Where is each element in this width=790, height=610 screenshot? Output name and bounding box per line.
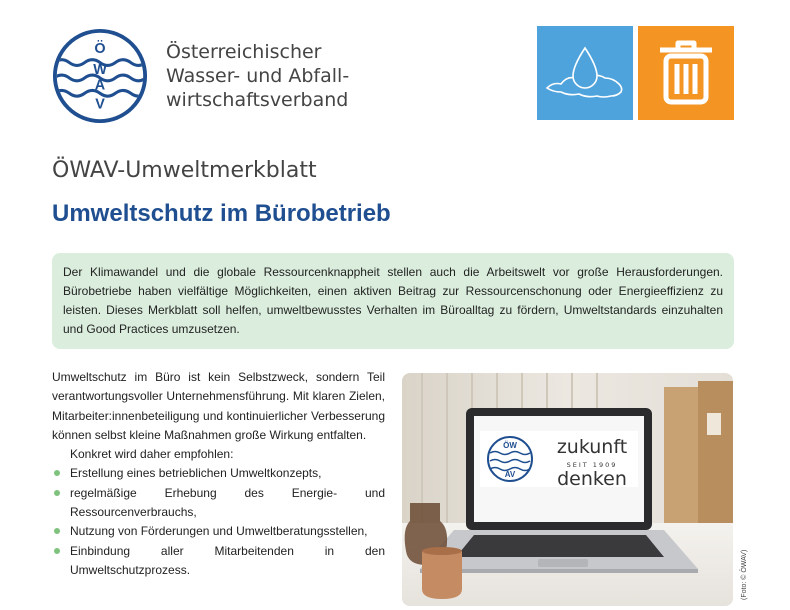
svg-text:V: V	[95, 96, 105, 113]
bullet-icon	[54, 490, 60, 496]
document-type: ÖWAV-Umweltmerkblatt	[52, 158, 317, 183]
oewav-logo-icon	[52, 28, 148, 124]
office-photo	[402, 373, 733, 606]
screen-text-since: SEIT 1909	[566, 461, 618, 469]
trash-bin-icon	[638, 26, 734, 120]
org-line: Österreichischer	[166, 41, 322, 63]
water-tile	[537, 26, 633, 120]
screen-text-denken: denken	[557, 468, 627, 490]
org-line: wirtschaftsverband	[166, 89, 349, 111]
svg-text:W: W	[93, 62, 107, 79]
intro-box: Der Klimawandel und die globale Ressourcenknappheit stellen auch die Arbeitswelt vor große Herausforderungen. Bürobetriebe haben vielfältige Möglichkeiten, einen aktiven Beitrag zur Ressourcenschonung oder Energieeffizienz zu leisten. Dieses Merkblatt soll helfen, umweltbewusstes Verhalten im Büroalltag zu fördern, Umweltstandards einzuhalten und Good Practices umzusetzen.	[52, 253, 734, 349]
list-item: Einbindung aller Mitarbeitenden in den Umweltschutzprozess.	[52, 542, 385, 581]
body-paragraph: Umweltschutz im Büro ist kein Selbstzweck, sondern Teil verantwortungsvoller Unternehmensführung. Mit klaren Zielen, Mitarbeiter:innenbeteiligung und kontinuierlicher Verbesserung können selbst kleine Maßnahmen große Wirkung entfalten.	[52, 370, 385, 442]
page-title: Umweltschutz im Bürobetrieb	[52, 200, 391, 227]
svg-text:A: A	[94, 77, 106, 94]
body-text	[52, 368, 385, 580]
recommendation-lead: Konkret wird daher empfohlen:	[70, 447, 234, 462]
bullet-icon	[54, 548, 60, 554]
water-drop-icon	[537, 26, 633, 120]
svg-text:AV: AV	[504, 470, 516, 479]
list-item: regelmäßige Erhebung des Energie- und Ressourcenverbrauchs,	[52, 484, 385, 523]
recommendation-list	[52, 464, 385, 580]
bullet-icon	[54, 470, 60, 476]
list-item: Erstellung eines betrieblichen Umweltkonzepts,	[52, 464, 385, 483]
org-line: Wasser- und Abfall-	[166, 65, 350, 87]
svg-text:Ö: Ö	[94, 40, 106, 57]
bullet-icon	[54, 528, 60, 534]
photo-credit: (Foto: © ÖWAV)	[741, 549, 748, 600]
organisation-name	[166, 40, 349, 112]
screen-text-zukunft: zukunft	[556, 436, 628, 458]
svg-text:ÖW: ÖW	[503, 441, 517, 450]
waste-tile	[638, 26, 734, 120]
list-item: Nutzung von Förderungen und Umweltberatungsstellen,	[52, 522, 385, 541]
laptop-scene-image	[402, 373, 733, 606]
